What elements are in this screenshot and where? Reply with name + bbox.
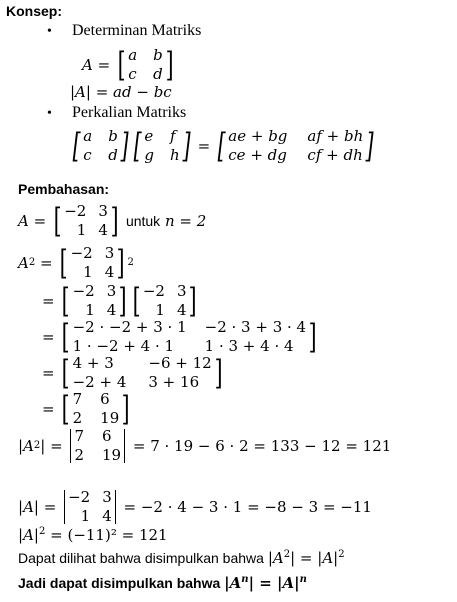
det-a-squared-value: $|A|^2 = (-11)^2 = 121$ bbox=[18, 526, 168, 544]
determinan-title: Determinan Matriks bbox=[72, 22, 202, 39]
bullet-1: • bbox=[47, 24, 52, 39]
konsep-heading: Konsep: bbox=[6, 3, 62, 19]
step-sums: = [ 4 + 3 −6 + 12 −2 + 4 3 + 16 ] bbox=[42, 353, 223, 393]
step-expanded: = [ −2 · −2 + 3 · 1 −2 · 3 + 3 · 4 1 · −2 + 4 · 1 1 · 3 + 4 · 4 ] bbox=[42, 317, 317, 357]
pembahasan-heading: Pembahasan: bbox=[18, 181, 110, 197]
perkalian-title: Perkalian Matriks bbox=[72, 104, 187, 121]
a-squared-line: A 2 = [ −2 3 1 4 ] 2 bbox=[18, 243, 134, 283]
step-result: = [ 7 6 2 19 ] bbox=[42, 389, 130, 429]
matrix-product-formula: [ a b c d ] [ e f g h ] = [ ae + bg af + bh ce + dg cf + dh ] bbox=[72, 126, 374, 166]
step-multiply: = [ −2 3 1 4 ] [ −2 3 1 4 ] bbox=[42, 281, 198, 321]
det-formula: |A| = ad − bc bbox=[70, 83, 172, 101]
det-a-squared: | A 2 | = 7 6 2 19 = 7 · 19 − 6 · 2 = 133 − 12 = 121 bbox=[18, 427, 392, 464]
det-a: | A | = −2 3 1 4 = −2 · 4 − 3 · 1 = −8 − 3 = −11 bbox=[18, 488, 372, 525]
conclusion-line: Dapat dilihat bahwa disimpulkan bahwa $|A^2| = |A|^2$ bbox=[18, 549, 345, 567]
matrix-a-definition: A = [ a b c d ] bbox=[82, 45, 174, 85]
final-conclusion: Jadi dapat disimpulkan bahwa $|A^n| = |A|^n$ bbox=[18, 574, 307, 592]
matrix-a-given: A = [ −2 3 1 4 ] untuk n = 2 bbox=[18, 201, 207, 241]
bullet-2: • bbox=[47, 106, 52, 121]
